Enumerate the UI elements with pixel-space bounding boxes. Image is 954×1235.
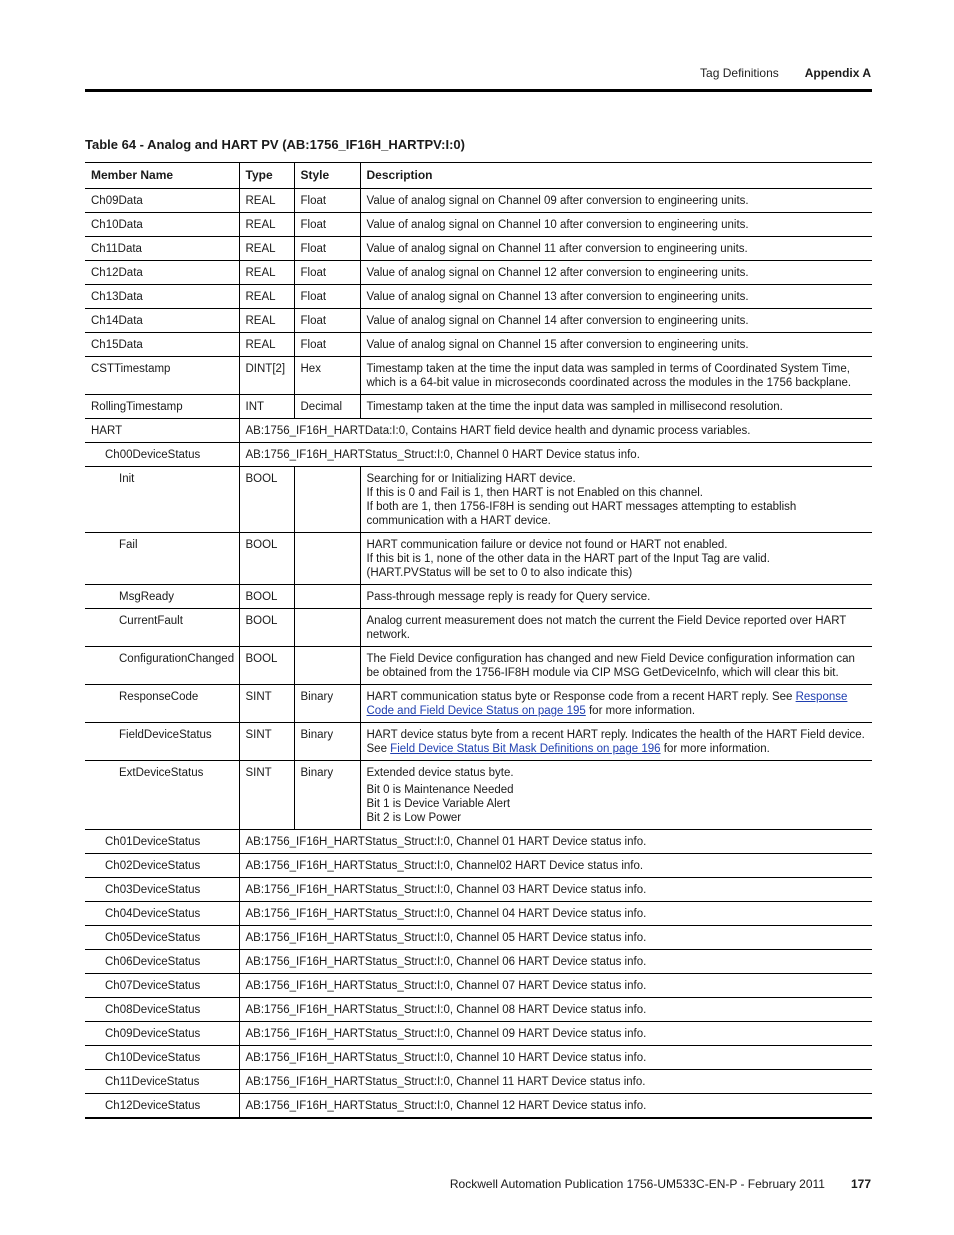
type-cell: REAL bbox=[239, 261, 294, 285]
table-row bbox=[85, 1022, 872, 1046]
member-name-cell: Ch00DeviceStatus bbox=[85, 443, 239, 467]
description-cell: Value of analog signal on Channel 09 after conversion to engineering units. bbox=[360, 189, 872, 213]
description-cell bbox=[360, 467, 872, 533]
tag-definition-table bbox=[85, 162, 872, 1119]
description-cell: Analog current measurement does not match the current the Field Device reported over HART network. bbox=[360, 609, 872, 647]
table-row bbox=[85, 533, 872, 585]
member-name-cell: RollingTimestamp bbox=[85, 395, 239, 419]
style-cell: Float bbox=[294, 213, 360, 237]
type-cell: BOOL bbox=[239, 647, 294, 685]
column-header-member: Member Name bbox=[85, 163, 239, 189]
type-cell: REAL bbox=[239, 333, 294, 357]
style-cell: Float bbox=[294, 333, 360, 357]
member-name-cell: Ch06DeviceStatus bbox=[85, 950, 239, 974]
member-name-cell: Fail bbox=[85, 533, 239, 585]
style-cell: Float bbox=[294, 309, 360, 333]
spanning-description-cell: AB:1756_IF16H_HARTData:I:0, Contains HART field device health and dynamic process variables. bbox=[239, 419, 872, 443]
description-cell: Value of analog signal on Channel 13 after conversion to engineering units. bbox=[360, 285, 872, 309]
table-row bbox=[85, 685, 872, 723]
member-name-cell: CurrentFault bbox=[85, 609, 239, 647]
member-name-cell: Ch09Data bbox=[85, 189, 239, 213]
spanning-description-cell: AB:1756_IF16H_HARTStatus_Struct:I:0, Channel 09 HART Device status info. bbox=[239, 1022, 872, 1046]
table-row bbox=[85, 237, 872, 261]
member-name-cell: Ch04DeviceStatus bbox=[85, 902, 239, 926]
table-row bbox=[85, 357, 872, 395]
member-name-cell: Init bbox=[85, 467, 239, 533]
description-cell: Value of analog signal on Channel 14 after conversion to engineering units. bbox=[360, 309, 872, 333]
type-cell: BOOL bbox=[239, 585, 294, 609]
header-appendix-label: Appendix A bbox=[804, 66, 871, 80]
type-cell: DINT[2] bbox=[239, 357, 294, 395]
type-cell: INT bbox=[239, 395, 294, 419]
description-line: Bit 2 is Low Power bbox=[366, 812, 462, 824]
description-text: for more information. bbox=[660, 743, 770, 755]
table-row bbox=[85, 926, 872, 950]
style-cell: Decimal bbox=[294, 395, 360, 419]
table-row bbox=[85, 1094, 872, 1119]
description-cell bbox=[360, 533, 872, 585]
description-cell: Timestamp taken at the time the input data was sampled in terms of Coordinated System Time, which is a 64-bit value in microseconds coordinated across the modules in the 1756 backplane. bbox=[360, 357, 872, 395]
description-cell bbox=[360, 723, 872, 761]
description-line: Searching for or Initializing HART device. bbox=[366, 473, 576, 485]
header-section-title: Tag Definitions bbox=[700, 66, 779, 80]
column-header-description: Description bbox=[360, 163, 872, 189]
member-name-cell: Ch15Data bbox=[85, 333, 239, 357]
response-code-link[interactable]: Response Code and Field Device Status on page 195 bbox=[366, 691, 848, 717]
member-name-cell: Ch05DeviceStatus bbox=[85, 926, 239, 950]
table-row bbox=[85, 189, 872, 213]
member-name-cell: MsgReady bbox=[85, 585, 239, 609]
description-cell: The Field Device configuration has changed and new Field Device configuration information can be obtained from the 1756-IF8H module via CIP MSG GetDeviceInfo, which will clear this bit. bbox=[360, 647, 872, 685]
style-cell: Float bbox=[294, 285, 360, 309]
type-cell: BOOL bbox=[239, 609, 294, 647]
table-row bbox=[85, 998, 872, 1022]
spanning-description-cell: AB:1756_IF16H_HARTStatus_Struct:I:0, Channel 07 HART Device status info. bbox=[239, 974, 872, 998]
type-cell: REAL bbox=[239, 237, 294, 261]
description-cell: Timestamp taken at the time the input data was sampled in millisecond resolution. bbox=[360, 395, 872, 419]
description-cell bbox=[360, 761, 872, 830]
description-text: HART device status byte from a recent HART reply. Indicates the health of the HART Field device. See bbox=[366, 729, 865, 755]
member-name-cell: HART bbox=[85, 419, 239, 443]
member-name-cell: Ch13Data bbox=[85, 285, 239, 309]
member-name-cell: Ch09DeviceStatus bbox=[85, 1022, 239, 1046]
member-name-cell: Ch14Data bbox=[85, 309, 239, 333]
description-text: HART communication status byte or Response code from a recent HART reply. See bbox=[366, 691, 796, 703]
description-line: If this bit is 1, none of the other data in the HART part of the Input Tag are valid. bbox=[366, 553, 770, 565]
field-device-status-link[interactable]: Field Device Status Bit Mask Definitions on page 196 bbox=[390, 743, 661, 755]
table-row bbox=[85, 309, 872, 333]
description-cell: Pass-through message reply is ready for Query service. bbox=[360, 585, 872, 609]
table-row bbox=[85, 830, 872, 854]
member-name-cell: Ch08DeviceStatus bbox=[85, 998, 239, 1022]
spanning-description-cell: AB:1756_IF16H_HARTStatus_Struct:I:0, Channel 01 HART Device status info. bbox=[239, 830, 872, 854]
table-row bbox=[85, 854, 872, 878]
member-name-cell: Ch10Data bbox=[85, 213, 239, 237]
type-cell: REAL bbox=[239, 285, 294, 309]
member-name-cell: Ch10DeviceStatus bbox=[85, 1046, 239, 1070]
style-cell bbox=[294, 647, 360, 685]
description-line: If both are 1, then 1756-IF8H is sending out HART messages attempting to establish communication with a HART device. bbox=[366, 501, 797, 527]
table-row bbox=[85, 950, 872, 974]
type-cell: REAL bbox=[239, 309, 294, 333]
table-row bbox=[85, 261, 872, 285]
member-name-cell: Ch12DeviceStatus bbox=[85, 1094, 239, 1119]
type-cell: REAL bbox=[239, 213, 294, 237]
description-cell bbox=[360, 685, 872, 723]
member-name-cell: Ch02DeviceStatus bbox=[85, 854, 239, 878]
description-cell: Value of analog signal on Channel 15 after conversion to engineering units. bbox=[360, 333, 872, 357]
table-header-row bbox=[85, 163, 872, 189]
member-name-cell: Ch07DeviceStatus bbox=[85, 974, 239, 998]
type-cell: SINT bbox=[239, 685, 294, 723]
type-cell: SINT bbox=[239, 761, 294, 830]
spanning-description-cell: AB:1756_IF16H_HARTStatus_Struct:I:0, Channel 11 HART Device status info. bbox=[239, 1070, 872, 1094]
style-cell: Binary bbox=[294, 723, 360, 761]
style-cell: Float bbox=[294, 189, 360, 213]
spanning-description-cell: AB:1756_IF16H_HARTStatus_Struct:I:0, Channel 12 HART Device status info. bbox=[239, 1094, 872, 1119]
spanning-description-cell: AB:1756_IF16H_HARTStatus_Struct:I:0, Channel 04 HART Device status info. bbox=[239, 902, 872, 926]
description-line: Bit 0 is Maintenance Needed bbox=[366, 784, 514, 796]
style-cell bbox=[294, 467, 360, 533]
member-name-cell: Ch11Data bbox=[85, 237, 239, 261]
table-row bbox=[85, 974, 872, 998]
style-cell bbox=[294, 609, 360, 647]
spanning-description-cell: AB:1756_IF16H_HARTStatus_Struct:I:0, Channel 05 HART Device status info. bbox=[239, 926, 872, 950]
member-name-cell: Ch03DeviceStatus bbox=[85, 878, 239, 902]
table-row bbox=[85, 467, 872, 533]
type-cell: REAL bbox=[239, 189, 294, 213]
table-row bbox=[85, 419, 872, 443]
type-cell: BOOL bbox=[239, 533, 294, 585]
spanning-description-cell: AB:1756_IF16H_HARTStatus_Struct:I:0, Channel 0 HART Device status info. bbox=[239, 443, 872, 467]
table-row bbox=[85, 285, 872, 309]
member-name-cell: Ch01DeviceStatus bbox=[85, 830, 239, 854]
running-header bbox=[700, 66, 871, 80]
table-row bbox=[85, 878, 872, 902]
table-row bbox=[85, 609, 872, 647]
member-name-cell: ExtDeviceStatus bbox=[85, 761, 239, 830]
style-cell: Float bbox=[294, 237, 360, 261]
publication-info: Rockwell Automation Publication 1756-UM533C-EN-P - February 2011 bbox=[449, 1177, 825, 1191]
description-cell: Value of analog signal on Channel 12 after conversion to engineering units. bbox=[360, 261, 872, 285]
type-cell: BOOL bbox=[239, 467, 294, 533]
description-line: (HART.PVStatus will be set to 0 to also indicate this) bbox=[366, 567, 633, 579]
style-cell: Float bbox=[294, 261, 360, 285]
spanning-description-cell: AB:1756_IF16H_HARTStatus_Struct:I:0, Channel 10 HART Device status info. bbox=[239, 1046, 872, 1070]
style-cell: Binary bbox=[294, 685, 360, 723]
description-cell: Value of analog signal on Channel 11 after conversion to engineering units. bbox=[360, 237, 872, 261]
table-row bbox=[85, 1046, 872, 1070]
spanning-description-cell: AB:1756_IF16H_HARTStatus_Struct:I:0, Channel 06 HART Device status info. bbox=[239, 950, 872, 974]
table-row bbox=[85, 647, 872, 685]
member-name-cell: CSTTimestamp bbox=[85, 357, 239, 395]
table-row bbox=[85, 902, 872, 926]
column-header-style: Style bbox=[294, 163, 360, 189]
table-row bbox=[85, 723, 872, 761]
page-footer bbox=[450, 1177, 871, 1191]
header-rule bbox=[85, 89, 872, 92]
style-cell: Hex bbox=[294, 357, 360, 395]
spanning-description-cell: AB:1756_IF16H_HARTStatus_Struct:I:0, Channel 08 HART Device status info. bbox=[239, 998, 872, 1022]
table-row bbox=[85, 1070, 872, 1094]
member-name-cell: ConfigurationChanged bbox=[85, 647, 239, 685]
description-cell: Value of analog signal on Channel 10 after conversion to engineering units. bbox=[360, 213, 872, 237]
type-cell: SINT bbox=[239, 723, 294, 761]
spanning-description-cell: AB:1756_IF16H_HARTStatus_Struct:I:0, Channel02 HART Device status info. bbox=[239, 854, 872, 878]
member-name-cell: Ch12Data bbox=[85, 261, 239, 285]
table-row bbox=[85, 333, 872, 357]
description-line: Bit 1 is Device Variable Alert bbox=[366, 798, 511, 810]
member-name-cell: ResponseCode bbox=[85, 685, 239, 723]
member-name-cell: FieldDeviceStatus bbox=[85, 723, 239, 761]
table-row bbox=[85, 213, 872, 237]
member-name-cell: Ch11DeviceStatus bbox=[85, 1070, 239, 1094]
table-row bbox=[85, 761, 872, 830]
style-cell bbox=[294, 533, 360, 585]
table-title: Table 64 - Analog and HART PV (AB:1756_IF16H_HARTPV:I:0) bbox=[85, 137, 465, 152]
table-row bbox=[85, 395, 872, 419]
style-cell bbox=[294, 585, 360, 609]
description-line: Extended device status byte. bbox=[366, 767, 514, 779]
page-number: 177 bbox=[850, 1177, 871, 1191]
description-line: If this is 0 and Fail is 1, then HART is not Enabled on this channel. bbox=[366, 487, 703, 499]
spanning-description-cell: AB:1756_IF16H_HARTStatus_Struct:I:0, Channel 03 HART Device status info. bbox=[239, 878, 872, 902]
column-header-type: Type bbox=[239, 163, 294, 189]
table-row bbox=[85, 585, 872, 609]
table-row bbox=[85, 443, 872, 467]
style-cell: Binary bbox=[294, 761, 360, 830]
description-text: for more information. bbox=[585, 705, 696, 717]
description-line: HART communication failure or device not found or HART not enabled. bbox=[366, 539, 728, 551]
